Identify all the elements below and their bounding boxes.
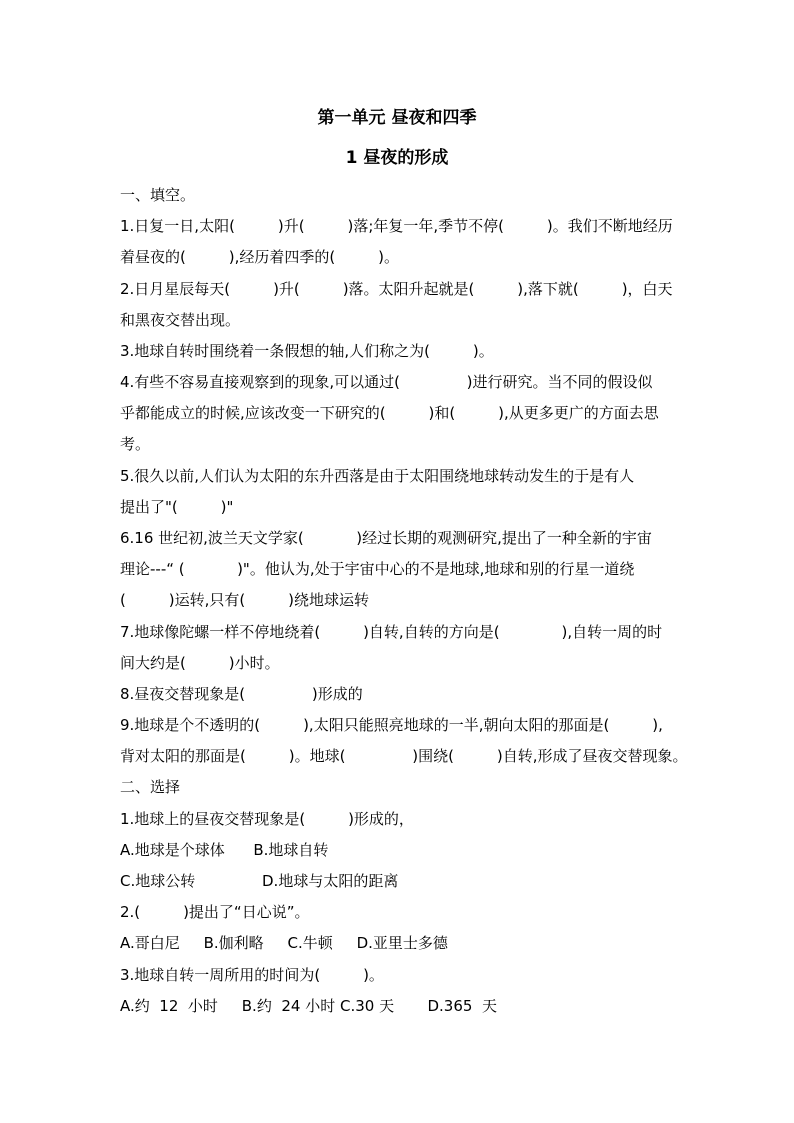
question-line: 和黑夜交替出现。: [120, 311, 241, 329]
question-line: 1.地球上的昼夜交替现象是( )形成的，: [120, 810, 414, 828]
option-line: A.哥白尼 B.伽利略 C.牛顿 D.亚里士多德: [120, 934, 448, 952]
question-line: 间大约是( )小时。: [120, 654, 280, 672]
question-line: 3.地球自转时围绕着一条假想的轴,人们称之为( )。: [120, 342, 494, 360]
question-line: 9.地球是个不透明的( ),太阳只能照亮地球的一半,朝向太阳的那面是( ),: [120, 716, 663, 734]
question-line: 8.昼夜交替现象是( )形成的: [120, 685, 363, 703]
option-line: C.地球公转 D.地球与太阳的距离: [120, 872, 399, 890]
question-line: 乎都能成立的时候,应该改变一下研究的( )和( ),从更多更广的方面去思: [120, 404, 659, 422]
lesson-title: 1 昼夜的形成: [345, 148, 449, 168]
question-line: 3.地球自转一周所用的时间为( )。: [120, 966, 384, 984]
section-heading-fill: 一、填空。: [120, 186, 196, 204]
question-line: 7.地球像陀螺一样不停地绕着( )自转,自转的方向是( ),自转一周的时: [120, 623, 663, 641]
question-line: ( )运转,只有( )绕地球运转: [120, 591, 370, 609]
question-line: 考。: [120, 435, 151, 453]
question-line: 1.日复一日,太阳( )升( )落;年复一年,季节不停( )。我们不断地经历: [120, 217, 673, 235]
question-line: 2.( )提出了“日心说”。: [120, 903, 310, 921]
question-line: 着昼夜的( ),经历着四季的( )。: [120, 248, 400, 266]
question-line: 背对太阳的那面是( )。地球( )围绕( )自转,形成了昼夜交替现象。: [120, 747, 688, 765]
question-line: 6.16 世纪初,波兰天文学家( )经过长期的观测研究,提出了一种全新的宇宙: [120, 529, 652, 547]
question-line: 提出了"( )": [120, 498, 234, 516]
question-line: 理论---“ ( )"。他认为,处于宇宙中心的不是地球,地球和别的行星一道绕: [120, 560, 635, 578]
section-heading-choice: 二、选择: [120, 778, 181, 796]
unit-title: 第一单元 昼夜和四季: [317, 108, 477, 128]
question-line: 2.日月星辰每天( )升( )落。太阳升起就是( ),落下就( )，白天: [120, 280, 673, 298]
question-line: 5.很久以前,人们认为太阳的东升西落是由于太阳围绕地球转动发生的于是有人: [120, 467, 635, 485]
option-line: A.约 12 小时 B.约 24 小时 C.30 天 D.365 天: [120, 997, 497, 1015]
question-line: 4.有些不容易直接观察到的现象,可以通过( )进行研究。当不同的假设似: [120, 373, 653, 391]
option-line: A.地球是个球体 B.地球自转: [120, 841, 329, 859]
